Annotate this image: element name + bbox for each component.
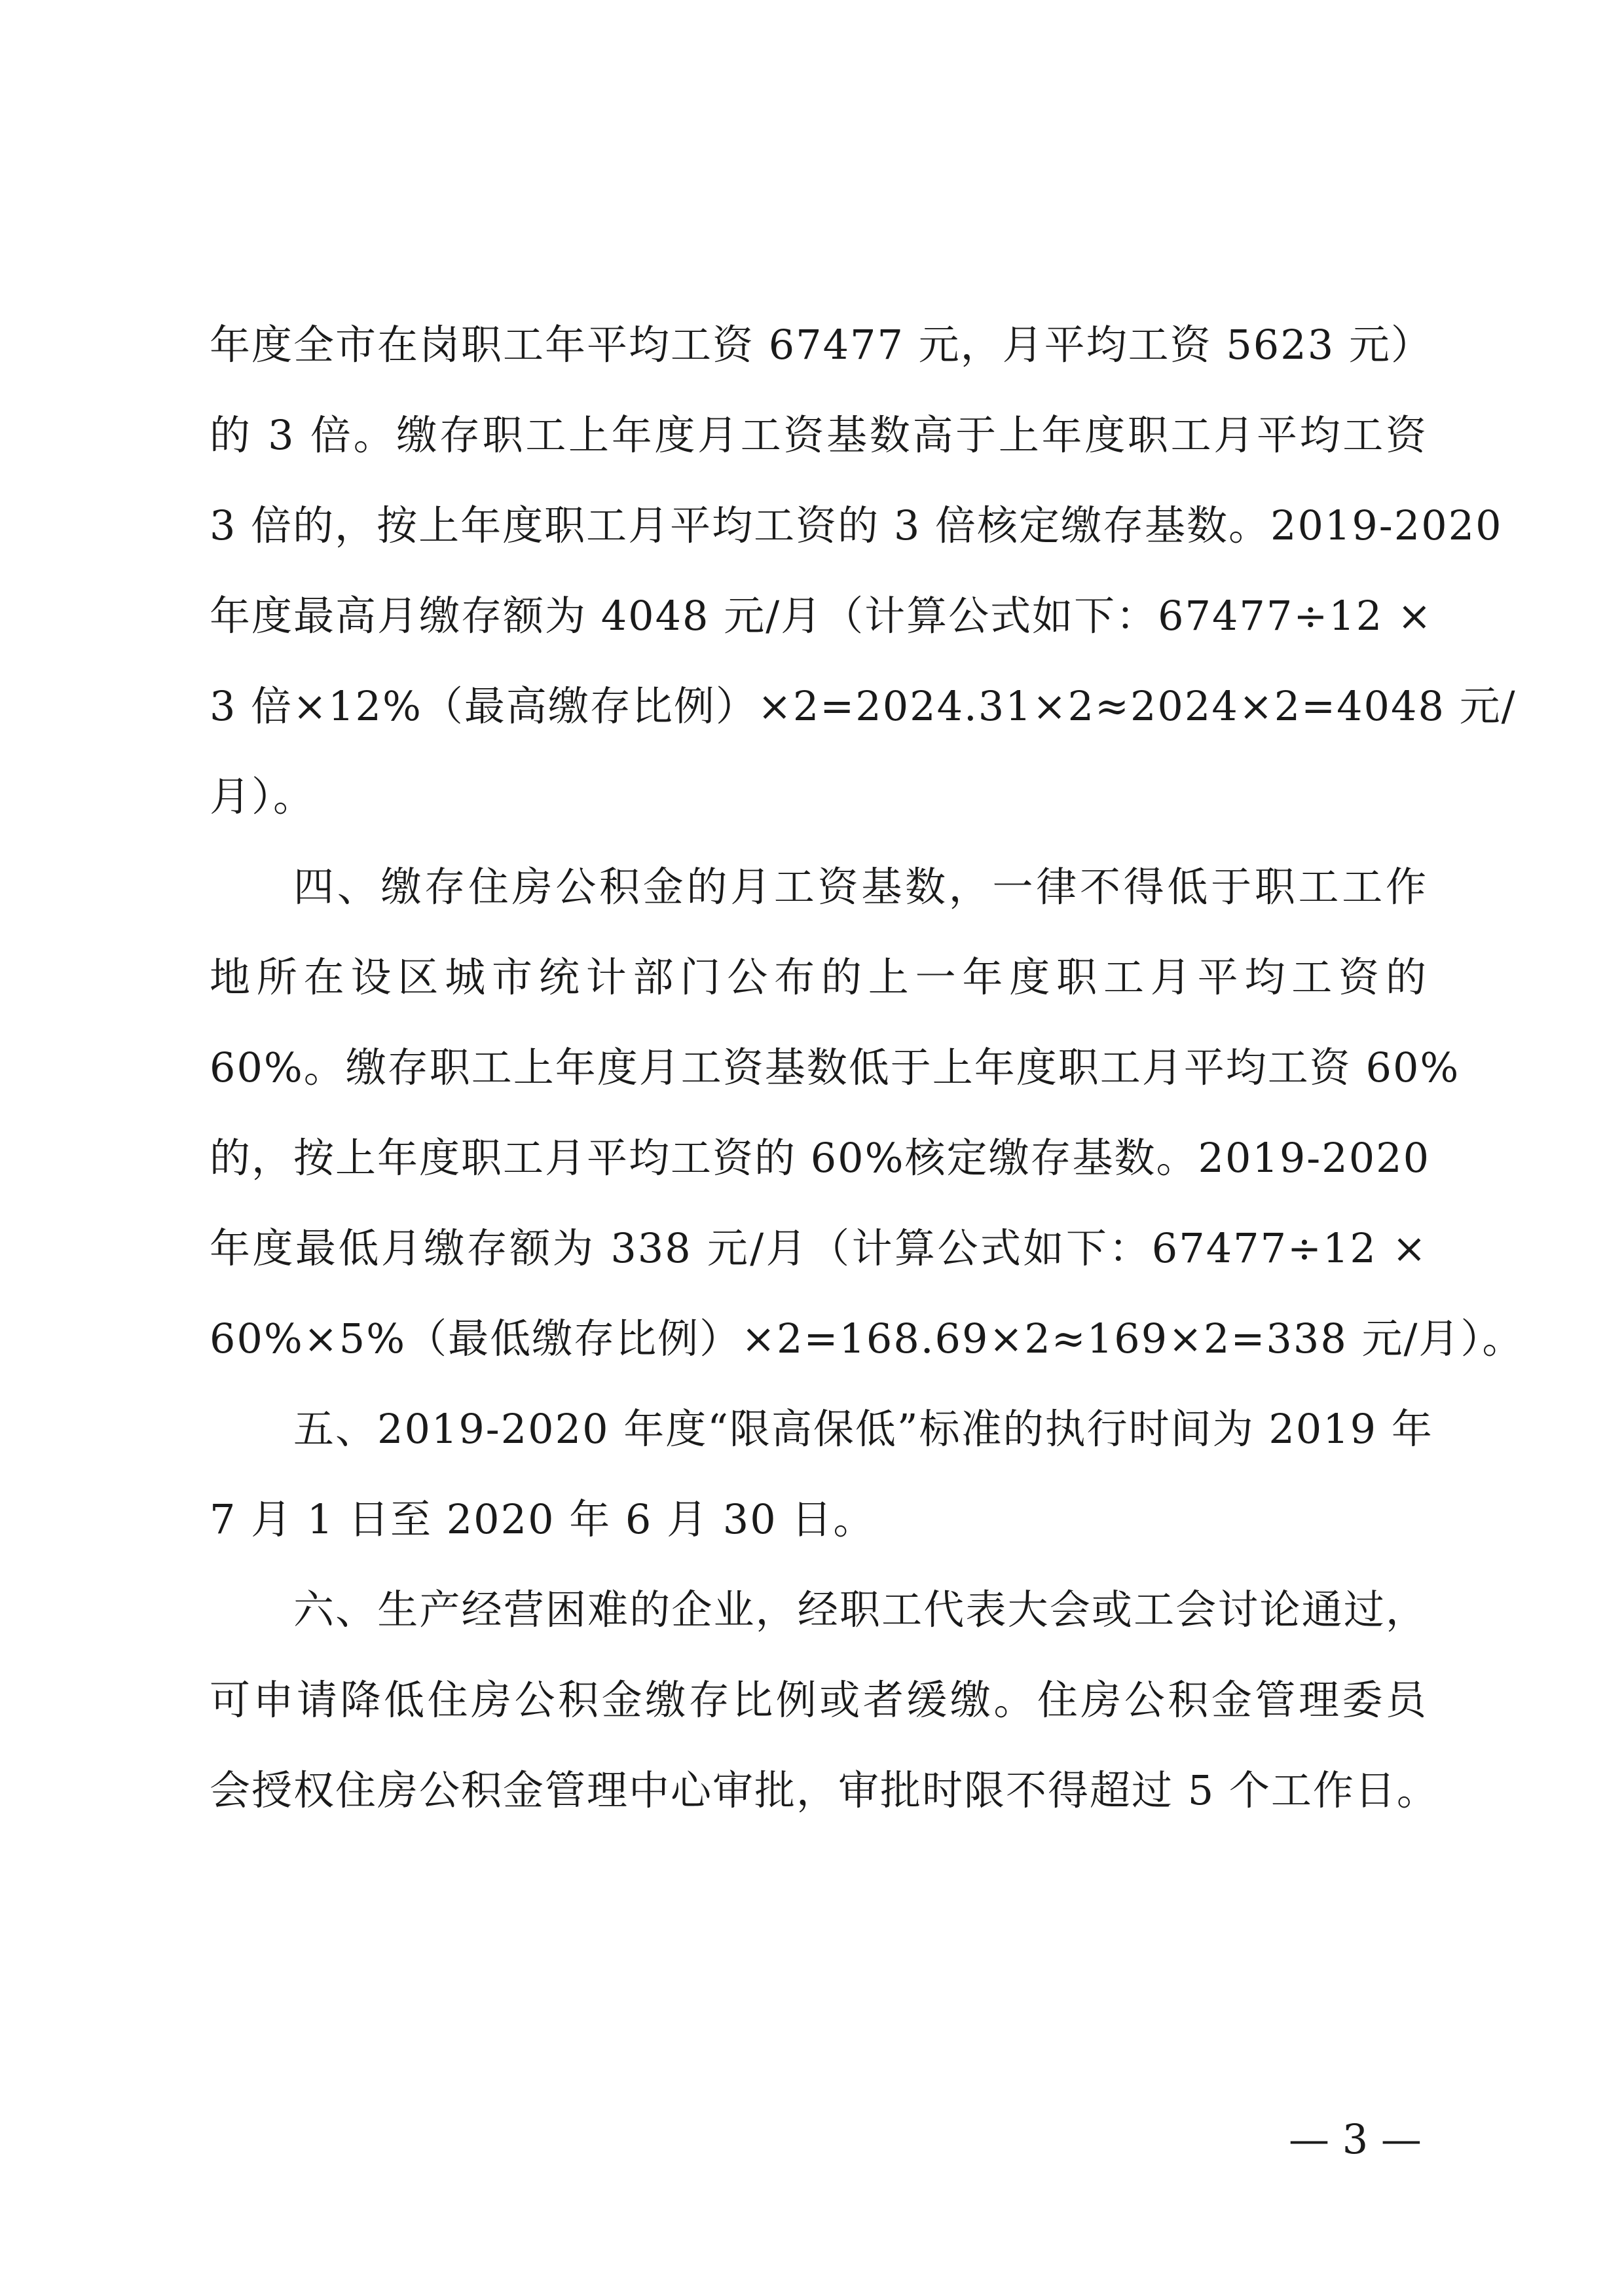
- page-number: — 3 —: [1289, 2115, 1422, 2163]
- text-line: 年度全市在岗职工年平均工资 67477 元，月平均工资 5623 元）: [210, 321, 1433, 369]
- text-line: 60%。缴存职工上年度月工资基数低于上年度职工月平均工资 60%: [210, 1044, 1460, 1091]
- text-line: 月）。: [210, 773, 316, 820]
- text-line: 3 倍的，按上年度职工月平均工资的 3 倍核定缴存基数。2019-2020: [210, 501, 1503, 549]
- text-line: 60%×5%（最低缴存比例）×2=168.69×2≈169×2=338 元/月）。: [210, 1315, 1524, 1362]
- paragraph-four-start: 四、缴存住房公积金的月工资基数，一律不得低于职工工作: [293, 863, 1428, 911]
- text-line: 地所在设区城市统计部门公布的上一年度职工月平均工资的: [210, 953, 1428, 1001]
- text-line: 年度最高月缴存额为 4048 元/月（计算公式如下：67477÷12 ×: [210, 592, 1433, 640]
- paragraph-five-start: 五、2019-2020 年度“限高保低”标准的执行时间为 2019 年: [293, 1405, 1433, 1453]
- text-line: 可申请降低住房公积金缴存比例或者缓缴。住房公积金管理委员: [210, 1676, 1428, 1724]
- body-text: [210, 300, 1524, 1836]
- text-line: 会授权住房公积金管理中心审批，审批时限不得超过 5 个工作日。: [210, 1766, 1439, 1814]
- text-line: 年度最低月缴存额为 338 元/月（计算公式如下：67477÷12 ×: [210, 1224, 1428, 1272]
- paragraph-six-start: 六、生产经营困难的企业，经职工代表大会或工会讨论通过，: [293, 1586, 1428, 1633]
- text-line: 7 月 1 日至 2020 年 6 月 30 日。: [210, 1495, 876, 1543]
- text-line: 的 3 倍。缴存职工上年度月工资基数高于上年度职工月平均工资: [210, 411, 1428, 459]
- text-line: 3 倍×12%（最高缴存比例）×2=2024.31×2≈2024×2=4048 元/: [210, 682, 1517, 730]
- text-line: 的，按上年度职工月平均工资的 60%核定缴存基数。2019-2020: [210, 1134, 1431, 1182]
